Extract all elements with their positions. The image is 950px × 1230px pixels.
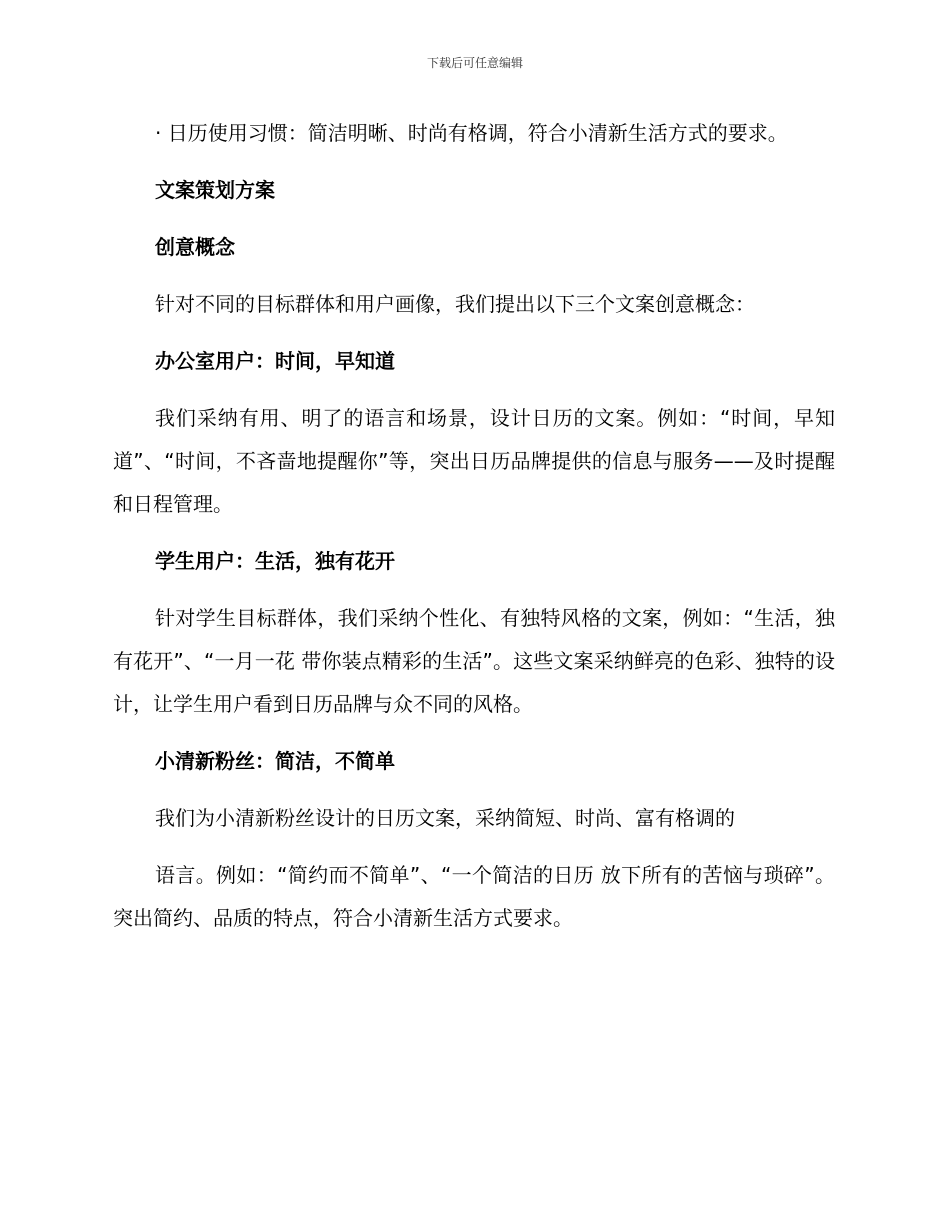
heading-copywriting-plan: 文案策划方案: [155, 178, 275, 202]
heading-office-users: 办公室用户：时间，早知道: [155, 349, 395, 373]
heading-fresh-style-fans: 小清新粉丝：简洁，不简单: [155, 749, 395, 773]
paragraph-fresh-style-fans-line2: 语言。例如：“简约而不简单”、“一个简洁的日历 放下所有的苦恼与琐碎”。突出简约、品质的特点，符合小清新生活方式要求。: [113, 863, 835, 930]
document-body: [113, 112, 835, 954]
paragraph-student-users: 针对学生目标群体，我们采纳个性化、有独特风格的文案，例如：“生活，独有花开”、“一月一花 带你装点精彩的生活”。这些文案采纳鲜亮的色彩、独特的设计，让学生用户看到日历品牌与众不同的风格。: [113, 606, 835, 716]
paragraph-office-users: 我们采纳有用、明了的语言和场景，设计日历的文案。例如：“时间，早知道”、“时间，不吝啬地提醒你”等，突出日历品牌提供的信息与服务——及时提醒和日程管理。: [113, 406, 835, 516]
page-header-note: 下载后可任意编辑: [426, 56, 523, 70]
paragraph-calendar-habits: · 日历使用习惯：简洁明晰、时尚有格调，符合小清新生活方式的要求。: [155, 121, 788, 145]
paragraph-fresh-style-fans-line1: 我们为小清新粉丝设计的日历文案，采纳简短、时尚、富有格调的: [155, 806, 735, 830]
paragraph-concept-intro: 针对不同的目标群体和用户画像，我们提出以下三个文案创意概念：: [155, 292, 755, 316]
heading-creative-concept: 创意概念: [155, 235, 235, 259]
heading-student-users: 学生用户：生活，独有花开: [155, 549, 395, 573]
